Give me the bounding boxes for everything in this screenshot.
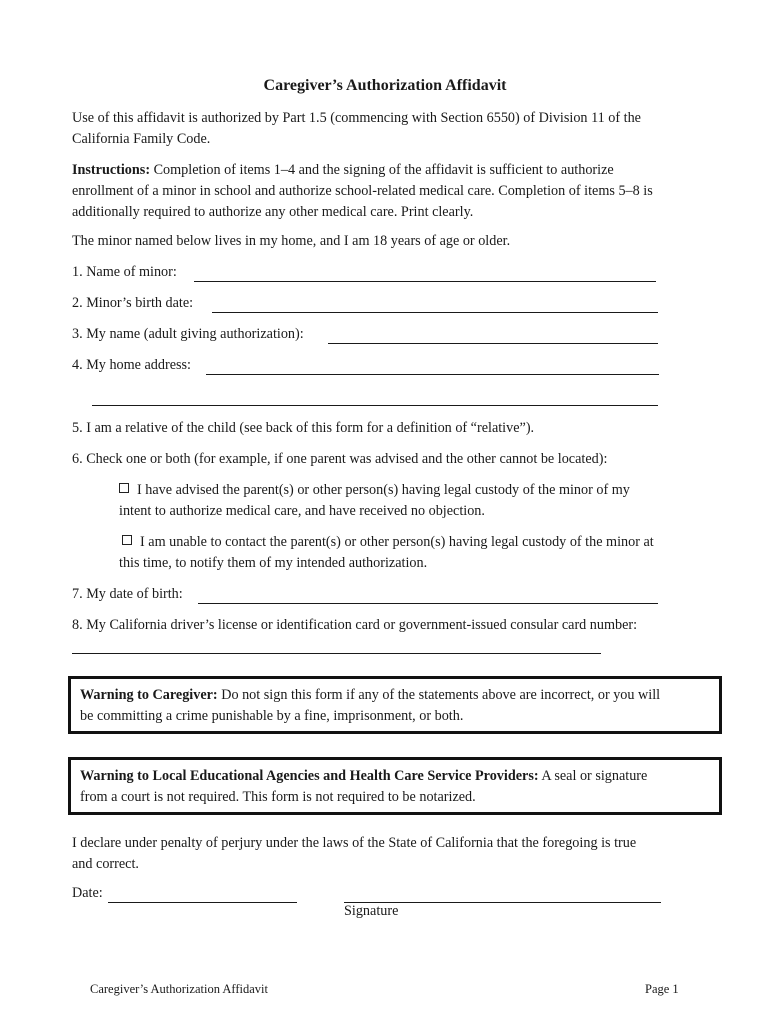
- instructions-paragraph: [72, 160, 653, 223]
- caregiver-warning-label: Warning to Caregiver:: [80, 687, 218, 703]
- provider-warning-line-1: A seal or signature: [538, 768, 648, 784]
- option-b-line-2: this time, to notify them of my intended authorization.: [119, 555, 428, 571]
- caregiver-warning-line-1: Do not sign this form if any of the statements above are incorrect, or you will: [217, 687, 661, 703]
- item-1-label: 1. Name of minor:: [72, 264, 177, 280]
- minor-statement: The minor named below lives in my home, and I am 18 years of age or older.: [72, 233, 511, 249]
- intro-line-1: Use of this affidavit is authorized by Part 1.5 (commencing with Section 6550) of Division 11 of the: [72, 110, 641, 126]
- item-4-label: 4. My home address:: [72, 357, 192, 373]
- item-2-label: 2. Minor’s birth date:: [72, 295, 194, 311]
- provider-warning-line-2: from a court is not required. This form is not required to be notarized.: [80, 789, 476, 805]
- provider-warning-box: [68, 757, 722, 815]
- minor-birth-date-field[interactable]: [212, 312, 658, 313]
- date-label: Date:: [72, 885, 103, 901]
- item-5-label: 5. I am a relative of the child (see back of this form for a definition of “relative”).: [72, 420, 535, 436]
- home-address-field[interactable]: [206, 374, 659, 375]
- option-a-checkbox[interactable]: [119, 483, 129, 493]
- caregiver-name-field[interactable]: [328, 343, 658, 344]
- signature-label: Signature: [344, 903, 399, 919]
- option-b-checkbox[interactable]: [122, 535, 132, 545]
- item-7-label: 7. My date of birth:: [72, 586, 183, 602]
- item-3-label: 3. My name (adult giving authorization):: [72, 326, 304, 342]
- caregiver-birth-date-field[interactable]: [198, 603, 658, 604]
- option-a-line-2: intent to authorize medical care, and have received no objection.: [119, 503, 485, 519]
- declaration-line-1: I declare under penalty of perjury under the laws of the State of California that the foregoing is true: [72, 835, 637, 851]
- item-8-label: 8. My California driver’s license or identification card or government-issued consular card number:: [72, 617, 638, 633]
- page-number: Page 1: [645, 982, 679, 996]
- instructions-line-1: Completion of items 1–4 and the signing of the affidavit is sufficient to authorize: [150, 162, 614, 178]
- minor-name-field[interactable]: [194, 281, 656, 282]
- intro-paragraph: [72, 108, 641, 150]
- option-a: [119, 482, 630, 499]
- instructions-line-3: additionally required to authorize any other medical care. Print clearly.: [72, 204, 474, 220]
- license-number-field[interactable]: [72, 653, 601, 654]
- home-address-field-line-2[interactable]: [92, 405, 658, 406]
- option-a-line-1: I have advised the parent(s) or other person(s) having legal custody of the minor of my: [137, 482, 630, 498]
- item-6-label: 6. Check one or both (for example, if one parent was advised and the other cannot be located):: [72, 451, 608, 467]
- option-b: [122, 534, 654, 551]
- option-b-line-1: I am unable to contact the parent(s) or other person(s) having legal custody of the minor at: [140, 534, 654, 550]
- instructions-line-2: enrollment of a minor in school and authorize school-related medical care. Completion of items 5–8 is: [72, 183, 653, 199]
- page-title: Caregiver’s Authorization Affidavit: [263, 77, 507, 94]
- footer-title: Caregiver’s Authorization Affidavit: [90, 982, 268, 996]
- provider-warning-label: Warning to Local Educational Agencies and Health Care Service Providers:: [80, 768, 539, 784]
- caregiver-warning-box: [68, 676, 722, 734]
- intro-line-2: California Family Code.: [72, 131, 211, 147]
- declaration-paragraph: [72, 833, 636, 875]
- instructions-label: Instructions:: [72, 162, 151, 178]
- date-field[interactable]: [108, 902, 297, 903]
- caregiver-warning-line-2: be committing a crime punishable by a fine, imprisonment, or both.: [80, 708, 464, 724]
- declaration-line-2: and correct.: [72, 856, 139, 872]
